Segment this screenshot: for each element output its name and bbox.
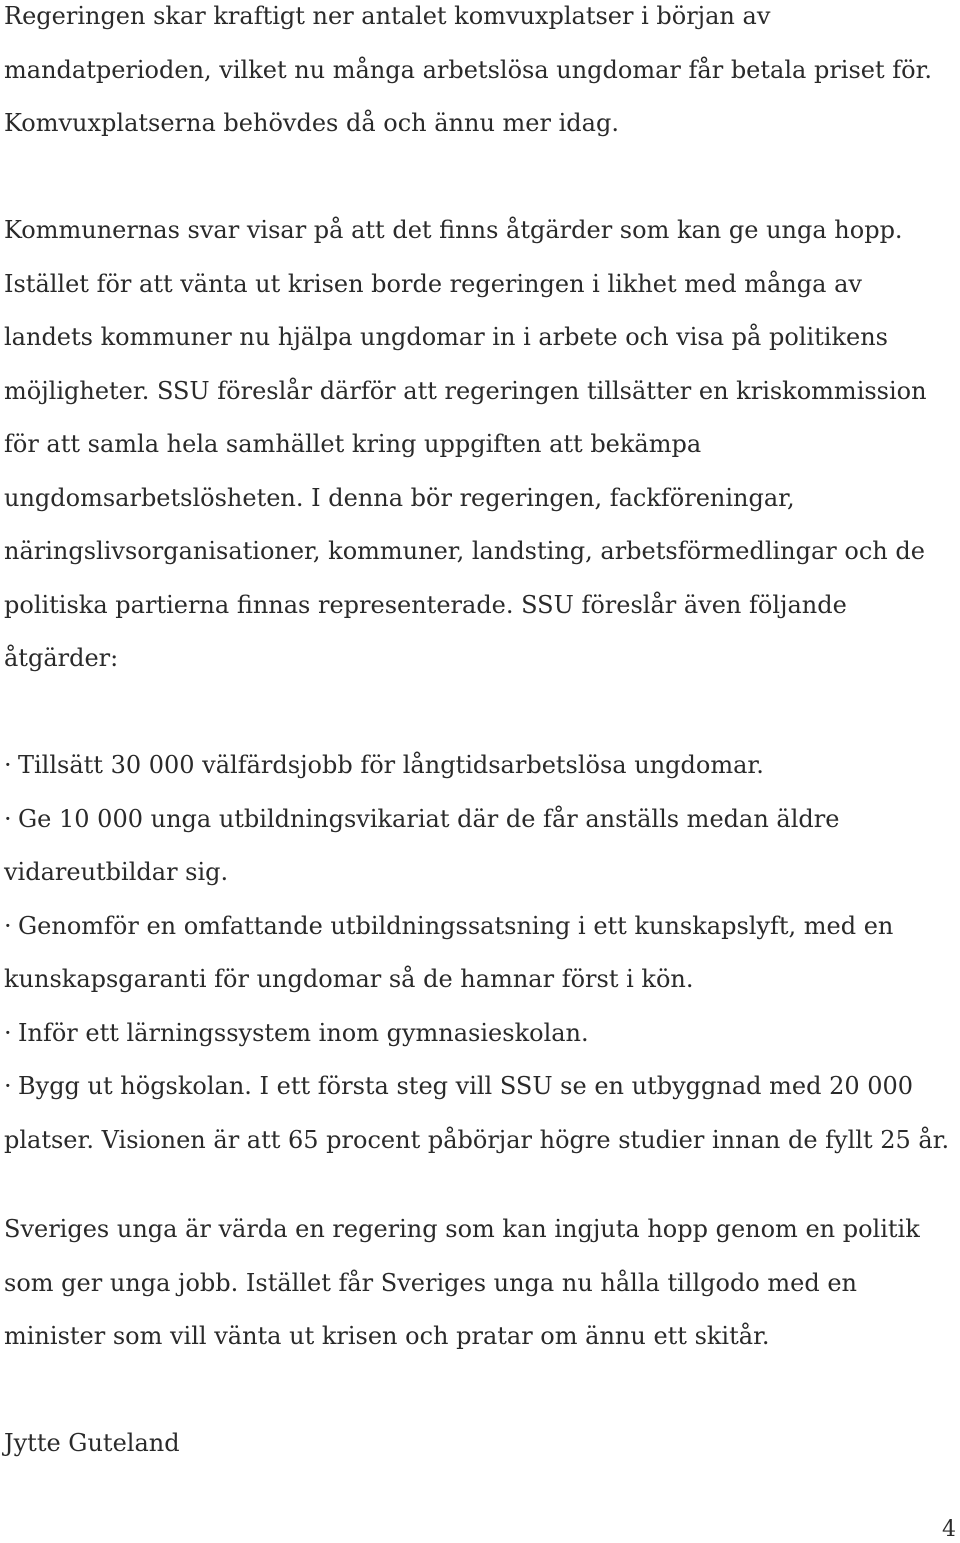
text-line: Regeringen skar kraftigt ner antalet komvuxplatser i början av — [4, 2, 771, 30]
text-line: Kommunernas svar visar på att det finns åtgärder som kan ge unga hopp. — [4, 216, 903, 244]
paragraph-kommuner — [4, 204, 954, 686]
list-item — [4, 900, 954, 954]
text-line: ungdomsarbetslösheten. I denna bör regeringen, fackföreningar, — [4, 483, 795, 512]
list-item-continuation: vidareutbildar sig. — [4, 858, 229, 886]
list-item — [4, 739, 954, 793]
paragraph-komvux — [4, 0, 954, 151]
paragraph-conclusion — [4, 1203, 954, 1364]
list-item-text: Bygg ut högskolan. I ett första steg vill SSU se en utbyggnad med 20 000 — [18, 1072, 914, 1100]
list-item-continuation: platser. Visionen är att 65 procent påbörjar högre studier innan de fyllt 25 år. — [4, 1125, 950, 1154]
author-signature: Jytte Guteland — [4, 1429, 180, 1457]
list-item — [4, 1060, 954, 1114]
text-line: möjligheter. SSU föreslår därför att regeringen tillsätter en kriskommission — [4, 376, 927, 405]
text-line: åtgärder: — [4, 644, 119, 672]
list-item-text: Inför ett lärningssystem inom gymnasieskolan. — [18, 1018, 589, 1047]
document-page — [4, 0, 954, 1471]
list-item-text: Genomför en omfattande utbildningssatsning i ett kunskapslyft, med en — [18, 911, 894, 940]
bullet-marker: · — [4, 1018, 12, 1047]
bullet-marker: · — [4, 804, 12, 833]
bullet-marker: · — [4, 911, 12, 940]
text-line: minister som vill vänta ut krisen och pratar om ännu ett skitår. — [4, 1322, 770, 1350]
text-line: näringslivsorganisationer, kommuner, landsting, arbetsförmedlingar och de — [4, 537, 925, 565]
bullet-marker: · — [4, 1072, 12, 1100]
text-line: Komvuxplatserna behövdes då och ännu mer idag. — [4, 109, 619, 137]
text-line: mandatperioden, vilket nu många arbetslösa ungdomar får betala priset för. — [4, 55, 933, 84]
text-line: politiska partierna finnas representerade. SSU föreslår även följande — [4, 590, 847, 619]
bullet-list — [4, 739, 954, 1167]
paragraph-gap — [4, 1364, 954, 1418]
text-line: landets kommuner nu hjälpa ungdomar in i arbete och visa på politikens — [4, 323, 888, 351]
page-number: 4 — [942, 1517, 956, 1542]
list-item — [4, 793, 954, 847]
paragraph-gap — [4, 686, 954, 740]
text-line: Sveriges unga är värda en regering som kan ingjuta hopp genom en politik — [4, 1215, 920, 1243]
text-line: Istället för att vänta ut krisen borde regeringen i likhet med många av — [4, 269, 862, 298]
bullet-marker: · — [4, 751, 12, 779]
paragraph-gap — [4, 151, 954, 205]
text-line: som ger unga jobb. Istället får Sveriges unga nu hålla tillgodo med en — [4, 1268, 857, 1297]
list-item-continuation: kunskapsgaranti för ungdomar så de hamnar först i kön. — [4, 965, 694, 993]
list-item — [4, 1007, 954, 1061]
list-item-text: Tillsätt 30 000 välfärdsjobb för långtidsarbetslösa ungdomar. — [18, 751, 764, 779]
list-item-text: Ge 10 000 unga utbildningsvikariat där de får anställs medan äldre — [18, 804, 840, 833]
paragraph-gap — [4, 1167, 954, 1203]
text-line: för att samla hela samhället kring uppgiften att bekämpa — [4, 430, 702, 458]
